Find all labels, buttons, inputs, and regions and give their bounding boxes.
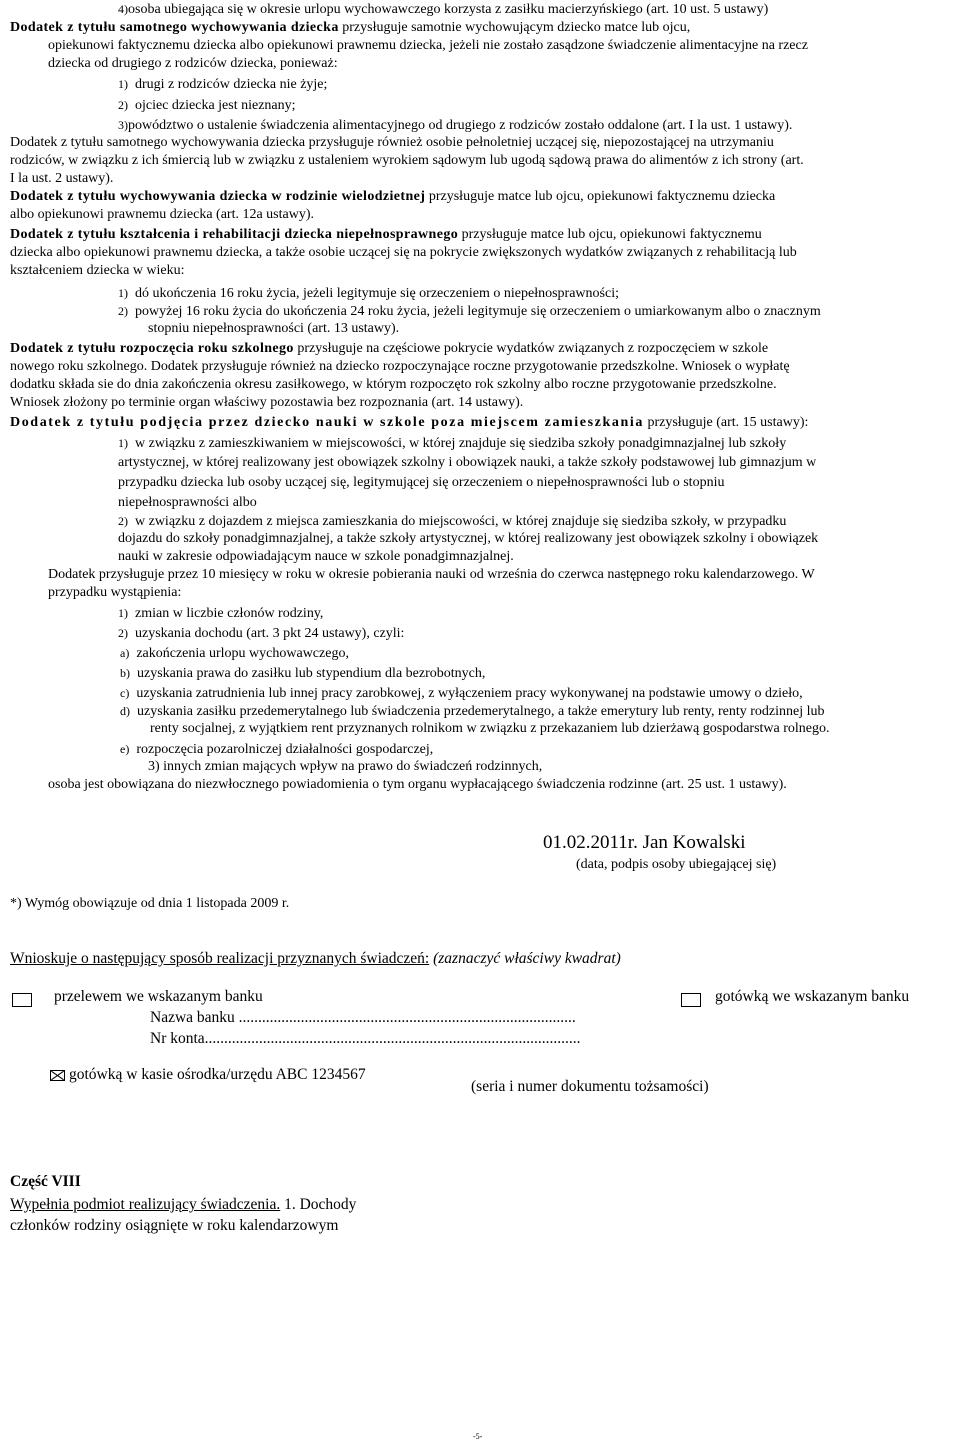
- residence-item-2-l2: dojazdu do szkoły ponadgimnazjalnej, a także szkoły artystycznej, w której realizowany jest obowiązek szkolny i obowiązek: [118, 531, 819, 546]
- list-text: rozpoczęcia pozarolniczej działalności gospodarczej,: [136, 742, 434, 757]
- list-number: a): [120, 646, 130, 660]
- list-number: e): [120, 742, 130, 756]
- list-text: uzyskania dochodu (art. 3 pkt 24 ustawy), czyli:: [135, 626, 405, 641]
- list-text: zmian w liczbie członów rodziny,: [135, 606, 324, 621]
- single-parent-item-1: [118, 75, 327, 94]
- list-number: 2): [118, 304, 128, 318]
- disabled-text-3: kształceniem dziecka w wieku:: [10, 263, 185, 278]
- list-text: w związku z zamieszkiwaniem w miejscowości, w której znajduje się siedziba szkoły ponadgimnazjalnej lub szkoły: [135, 436, 787, 451]
- residence-text-1: przysługuje (art. 15 ustawy):: [647, 415, 809, 430]
- list-number: 1): [118, 77, 128, 91]
- list-text: drugi z rodziców dziecka nie żyje;: [135, 77, 328, 92]
- changes-item-3: 3) innych zmian mających wpływ na prawo do świadczeń rodzinnych,: [148, 759, 543, 774]
- list-item-4: [118, 0, 768, 19]
- list-text: powództwo o ustalenie świadczenia alimentacyjnego od drugiego z rodziców zostało oddalone (art. I la ust. 1 ustawy).: [128, 118, 793, 133]
- signature-value: 01.02.2011r. Jan Kowalski: [543, 832, 746, 853]
- school-year-heading: Dodatek z tytułu rozpoczęcia roku szkolnego: [10, 341, 294, 356]
- school-year-text-4: Wniosek złożony po terminie organ właściwy pozostawia bez rozpoznania (art. 14 ustawy).: [10, 395, 524, 410]
- single-parent-para2-l1: Dodatek z tytułu samotnego wychowywania dziecka przysługuje również osobie pełnoletniej uczącej się, niepozostającej na utrzymaniu: [10, 135, 774, 150]
- disabled-item-1: [118, 284, 619, 303]
- cash-bank-checkbox[interactable]: [681, 993, 701, 1007]
- changes-subitem-a: [120, 644, 349, 663]
- part8-line-1-underlined: Wypełnia podmiot realizujący świadczenia.: [10, 1196, 281, 1213]
- residence-heading: Dodatek z tytułu podjęcia przez dziecko nauki w szkole poza miejscem zamieszkania: [10, 415, 644, 430]
- residence-line-1: [10, 414, 808, 432]
- cash-bank-label: gotówką we wskazanym banku: [715, 988, 910, 1005]
- list-number: d): [120, 704, 130, 718]
- page-number: -5-: [473, 1432, 483, 1441]
- id-document-caption: (seria i numer dokumentu tożsamości): [471, 1078, 709, 1095]
- residence-item-1-l2: artystycznej, w której realizowany jest obowiązek szkolny i obowiązek nauki, a także szkoły podstawowej lub gimnazjum w: [118, 455, 817, 470]
- changes-item-2: [118, 624, 404, 643]
- account-number-field[interactable]: Nr konta.................................................................................................: [150, 1030, 581, 1047]
- payment-request-text: Wnioskuje o następujący sposób realizacji przyznanych świadczeń:: [10, 950, 430, 967]
- list-text: zakończenia urlopu wychowawczego,: [136, 646, 349, 661]
- list-number: 1): [118, 606, 128, 620]
- disabled-text-2: dziecka albo opiekunowi prawnemu dziecka, a także osobie uczącej się na pokrycie zwiększonych wydatków związanych z rehabilitacją lub: [10, 245, 797, 260]
- list-text: uzyskania zasiłku przedemerytalnego lub świadczenia przedemerytalnego, a także emerytury lub renty, renty rodzinnej lub: [137, 704, 825, 719]
- list-text: ojciec dziecka jest nieznany;: [135, 98, 296, 113]
- single-parent-text-2: opiekunowi faktycznemu dziecka albo opiekunowi prawnemu dziecka, jeżeli nie zostało zasądzone świadczenie alimentacyjne na rzecz: [48, 38, 808, 53]
- list-text: osoba ubiegająca się w okresie urlopu wychowawczego korzysta z zasiłku macierzyńskiego (art. 10 ust. 5 ustawy): [128, 2, 769, 17]
- list-text: dó ukończenia 16 roku życia, jeżeli legitymuje się orzeczeniem o niepełnosprawności;: [135, 286, 619, 301]
- list-text: uzyskania zatrudnienia lub innej pracy zarobkowej, z wyłączeniem pracy wykonywanej na podstawie umowy o dzieło,: [136, 686, 803, 701]
- single-parent-para2-l2: rodziców, w związku z ich śmiercią lub w związku z ustaleniem wyrokiem sądowym lub ugodą sądową prawa do alimentów z ich strony (art.: [10, 153, 804, 168]
- list-text: w związku z dojazdem z miejsca zamieszkania do miejscowości, w której znajduje się siedziba szkoły, w przypadku: [135, 514, 787, 529]
- transfer-checkbox[interactable]: [12, 993, 32, 1007]
- disabled-heading: Dodatek z tytułu kształcenia i rehabilitacji dziecka niepełnosprawnego: [10, 227, 459, 242]
- single-parent-item-2: [118, 96, 296, 115]
- part8-line-1: [10, 1196, 356, 1214]
- part8-title: Część VIII: [10, 1173, 81, 1190]
- list-number: 2): [118, 626, 128, 640]
- list-text: uzyskania prawa do zasiłku lub stypendium dla bezrobotnych,: [137, 666, 486, 681]
- residence-item-1-l3: przypadku dziecka lub osoby uczącej się, legitymującej się orzeczeniem o niepełnosprawności lub o stopniu: [118, 475, 725, 490]
- footnote: *) Wymóg obowiązuje od dnia 1 listopada 2009 r.: [10, 896, 290, 911]
- cash-office-label: gotówką w kasie ośrodka/urzędu ABC 1234567: [69, 1066, 366, 1083]
- residence-item-2: [118, 512, 786, 531]
- single-parent-text-1: przysługuje samotnie wychowującym dziecko matce lub ojcu,: [342, 20, 691, 35]
- list-number: 4): [118, 2, 128, 16]
- changes-subitem-c: [120, 684, 803, 703]
- large-family-heading: Dodatek z tytułu wychowywania dziecka w rodzinie wielodzietnej: [10, 189, 426, 204]
- cash-office-option[interactable]: [50, 1066, 366, 1084]
- school-year-text-3: dodatku składa sie do dnia zakończenia okresu zasiłkowego, w którym rozpoczęto rok szkolny albo roczne przygotowanie przedszkolne.: [10, 377, 777, 392]
- disabled-text-1: przysługuje matce lub ojcu, opiekunowi faktycznemu: [461, 227, 762, 242]
- cash-office-checkbox-checked[interactable]: [50, 1070, 65, 1081]
- single-parent-para2-l3: I la ust. 2 ustawy).: [10, 171, 114, 186]
- changes-subitem-e: [120, 740, 433, 759]
- school-year-text-2: nowego roku szkolnego. Dodatek przysługuje również na dziecko rozpoczynające roczne przygotowanie przedszkolne. Wniosek o wypłatę: [10, 359, 790, 374]
- list-number: 1): [118, 286, 128, 300]
- residence-item-1: [118, 434, 786, 453]
- school-year-text-1: przysługuje na częściowe pokrycie wydatków związanych z rozpoczęciem w szkole: [297, 341, 769, 356]
- changes-item-1: [118, 604, 323, 623]
- large-family-text-2: albo opiekunowi prawnemu dziecka (art. 12a ustawy).: [10, 207, 315, 222]
- large-family-line-1: [10, 188, 775, 206]
- list-number: c): [120, 686, 130, 700]
- list-number: 1): [118, 436, 128, 450]
- part8-line-2: członków rodziny osiągnięte w roku kalendarzowym: [10, 1217, 339, 1234]
- payment-request: [10, 950, 621, 968]
- disabled-item-2-l2: stopniu niepełnosprawności (art. 13 ustawy).: [148, 321, 400, 336]
- list-number: 2): [118, 514, 128, 528]
- disabled-item-2: [118, 302, 821, 321]
- residence-item-2-l3: nauki w zakresie odpowiadającym nauce w szkole ponadgimnazjalnej.: [118, 549, 514, 564]
- signature-caption: (data, podpis osoby ubiegającej się): [576, 857, 777, 872]
- single-parent-heading: Dodatek z tytułu samotnego wychowywania dziecka: [10, 20, 339, 35]
- transfer-label: przelewem we wskazanym banku: [54, 988, 263, 1005]
- list-number: b): [120, 666, 130, 680]
- changes-subitem-b: [120, 664, 485, 683]
- list-number: 3): [118, 118, 128, 132]
- single-parent-item-3: [118, 116, 792, 135]
- list-text: powyżej 16 roku życia do ukończenia 24 roku życia, jeżeli legitymuje się orzeczeniem o umiarkowanym albo o znacznym: [135, 304, 821, 319]
- changes-subitem-d: [120, 702, 825, 721]
- part8-line-1-rest: 1. Dochody: [280, 1196, 357, 1213]
- disabled-line-1: [10, 226, 762, 244]
- changes-closing: osoba jest obowiązana do niezwłocznego powiadomienia o tym organu wypłacającego świadczenia rodzinne (art. 25 ust. 1 ustawy).: [48, 777, 787, 792]
- large-family-text-1: przysługuje matce lub ojcu, opiekunowi faktycznemu dziecka: [428, 189, 776, 204]
- residence-para-l2: przypadku wystąpienia:: [48, 585, 182, 600]
- changes-subitem-d-l2: renty socjalnej, z wyjątkiem rent przyznanych rolnikom w związku z przekazaniem lub dzierżawą gospodarstwa rolnego.: [150, 721, 830, 736]
- school-year-line-1: [10, 340, 768, 358]
- list-number: 2): [118, 98, 128, 112]
- residence-item-1-l4: niepełnosprawności albo: [118, 495, 257, 510]
- single-parent-text-3: dziecka od drugiego z rodziców dziecka, ponieważ:: [48, 56, 338, 71]
- residence-para-l1: Dodatek przysługuje przez 10 miesięcy w roku w okresie pobierania nauki od września do czerwca następnego roku kalendarzowego. W: [48, 567, 815, 582]
- payment-request-hint: (zaznaczyć właściwy kwadrat): [433, 950, 621, 967]
- bank-name-field[interactable]: Nazwa banku .......................................................................................: [150, 1009, 576, 1026]
- single-parent-line-1: [10, 19, 690, 37]
